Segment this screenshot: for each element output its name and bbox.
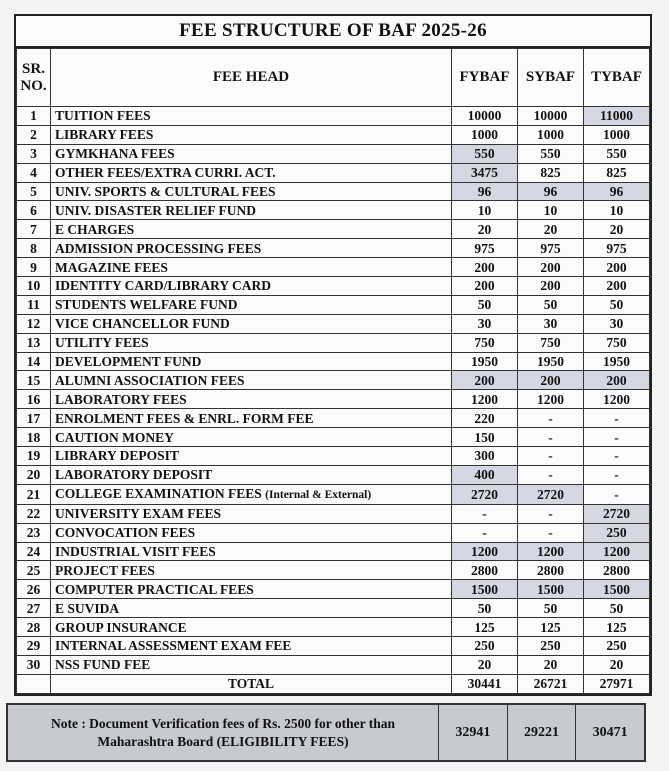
row-tybaf: - — [584, 447, 650, 466]
row-fee-head — [51, 655, 452, 674]
row-sr-no: 13 — [17, 333, 51, 352]
row-fee-head — [51, 239, 452, 258]
table-row — [17, 447, 650, 466]
row-sybaf: - — [518, 523, 584, 542]
row-sybaf: 200 — [518, 371, 584, 390]
row-fee-head — [51, 144, 452, 163]
row-fee-head — [51, 258, 452, 277]
total-sybaf: 26721 — [518, 674, 584, 693]
row-sr-no: 5 — [17, 182, 51, 201]
row-fee-head-label: NSS FUND FEE — [55, 657, 151, 673]
total-row — [17, 674, 650, 693]
row-sybaf: 50 — [518, 599, 584, 618]
page-title: FEE STRUCTURE OF BAF 2025-26 — [16, 16, 650, 48]
table-row — [17, 390, 650, 409]
row-fee-head-label: UTILITY FEES — [55, 335, 149, 351]
note-line1: Note : Document Verification fees of Rs. 2500 for other than — [50, 715, 396, 731]
row-fee-head-label: IDENTITY CARD/LIBRARY CARD — [55, 278, 272, 294]
row-fee-head-label: COMPUTER PRACTICAL FEES — [55, 581, 254, 597]
header-sr-line1: SR. — [22, 60, 45, 77]
row-fee-head-label: UNIV. SPORTS & CULTURAL FEES — [55, 184, 276, 199]
row-tybaf: 20 — [584, 655, 650, 674]
row-fee-head-label: LABORATORY DEPOSIT — [55, 467, 213, 483]
row-sr-no: 29 — [17, 637, 51, 656]
row-sr-no: 18 — [17, 428, 51, 447]
row-tybaf: 11000 — [584, 107, 650, 126]
row-fybaf: 125 — [452, 618, 518, 637]
row-fee-head-label: LABORATORY FEES — [55, 391, 187, 407]
row-fee-head — [51, 277, 452, 296]
table-row — [17, 182, 650, 201]
row-tybaf: 125 — [584, 618, 650, 637]
row-fybaf: - — [452, 504, 518, 523]
row-fee-head-label: GROUP INSURANCE — [55, 619, 187, 635]
row-fee-head — [51, 163, 452, 182]
row-sr-no: 22 — [17, 504, 51, 523]
row-fee-head-label: TUITION FEES — [55, 108, 151, 124]
row-tybaf: 975 — [584, 239, 650, 258]
table-row — [17, 504, 650, 523]
row-fybaf: 250 — [452, 637, 518, 656]
table-row — [17, 107, 650, 126]
row-fee-head-label: E CHARGES — [55, 221, 135, 237]
row-sybaf: 1200 — [518, 390, 584, 409]
total-label: TOTAL — [51, 674, 452, 693]
row-sr-no: 12 — [17, 314, 51, 333]
row-sybaf: 50 — [518, 295, 584, 314]
header-fee-head: FEE HEAD — [51, 49, 452, 107]
row-fee-head — [51, 542, 452, 561]
row-tybaf: 96 — [584, 182, 650, 201]
row-fee-head — [51, 333, 452, 352]
table-row — [17, 371, 650, 390]
table-row — [17, 409, 650, 428]
row-fee-head — [51, 314, 452, 333]
row-sybaf: - — [518, 447, 584, 466]
row-fee-head — [51, 504, 452, 523]
row-tybaf: 2800 — [584, 561, 650, 580]
row-fee-head-label: MAGAZINE FEES — [55, 259, 168, 275]
row-sr-no: 10 — [17, 277, 51, 296]
row-sybaf: - — [518, 409, 584, 428]
table-row — [17, 484, 650, 504]
row-sr-no: 26 — [17, 580, 51, 599]
row-fybaf: 50 — [452, 295, 518, 314]
row-tybaf: 250 — [584, 637, 650, 656]
row-fee-head — [51, 599, 452, 618]
total-fybaf: 30441 — [452, 674, 518, 693]
row-fee-head — [51, 484, 452, 504]
note-text — [8, 705, 439, 760]
row-fybaf: 10000 — [452, 107, 518, 126]
header-sr-line2: NO. — [20, 77, 47, 94]
row-sybaf: - — [518, 465, 584, 484]
row-fee-head — [51, 618, 452, 637]
row-fee-head — [51, 523, 452, 542]
row-fee-head — [51, 125, 452, 144]
row-sr-no: 2 — [17, 125, 51, 144]
row-fybaf: 200 — [452, 371, 518, 390]
row-sybaf: - — [518, 504, 584, 523]
row-sybaf: 1500 — [518, 580, 584, 599]
row-sybaf: - — [518, 428, 584, 447]
row-fee-head — [51, 409, 452, 428]
row-sr-no: 4 — [17, 163, 51, 182]
row-sybaf: 2800 — [518, 561, 584, 580]
row-sybaf: 20 — [518, 655, 584, 674]
row-fybaf: 400 — [452, 465, 518, 484]
table-row — [17, 201, 650, 220]
row-fee-head-label: ALUMNI ASSOCIATION FEES — [55, 372, 245, 388]
row-sybaf: 750 — [518, 333, 584, 352]
table-row — [17, 465, 650, 484]
header-sr-no — [17, 49, 51, 107]
row-fee-head-label: OTHER FEES/EXTRA CURRI. ACT. — [55, 165, 276, 181]
row-fee-head-label: LIBRARY FEES — [55, 127, 154, 143]
table-row — [17, 561, 650, 580]
table-row — [17, 523, 650, 542]
row-sr-no: 11 — [17, 295, 51, 314]
row-fybaf: 1500 — [452, 580, 518, 599]
fee-structure-sheet — [14, 14, 652, 696]
row-fybaf: 300 — [452, 447, 518, 466]
row-tybaf: 50 — [584, 295, 650, 314]
row-fybaf: 750 — [452, 333, 518, 352]
row-fee-head — [51, 182, 452, 201]
row-fee-head-label: ADMISSION PROCESSING FEES — [55, 240, 262, 256]
row-sybaf: 200 — [518, 277, 584, 296]
row-sr-no: 7 — [17, 220, 51, 239]
row-fybaf: 550 — [452, 144, 518, 163]
table-row — [17, 220, 650, 239]
row-fee-head — [51, 295, 452, 314]
row-sr-no: 30 — [17, 655, 51, 674]
row-sybaf: 2720 — [518, 484, 584, 504]
row-tybaf: 825 — [584, 163, 650, 182]
row-sybaf: 20 — [518, 220, 584, 239]
total-tybaf: 27971 — [584, 674, 650, 693]
row-tybaf: 30 — [584, 314, 650, 333]
row-tybaf: - — [584, 484, 650, 504]
row-tybaf: - — [584, 428, 650, 447]
row-sr-no: 27 — [17, 599, 51, 618]
row-sr-no: 20 — [17, 465, 51, 484]
row-sr-no: 17 — [17, 409, 51, 428]
row-fee-head-label: E SUVIDA — [55, 600, 120, 616]
row-fee-head-label: UNIVERSITY EXAM FEES — [55, 506, 222, 522]
row-fee-head — [51, 561, 452, 580]
table-row — [17, 163, 650, 182]
row-fybaf: 2720 — [452, 484, 518, 504]
row-fybaf: 1200 — [452, 390, 518, 409]
row-fybaf: 1950 — [452, 352, 518, 371]
row-fee-head — [51, 352, 452, 371]
note-line2: Maharashtra Board (ELIGIBILITY FEES) — [97, 733, 349, 749]
row-fee-head-label: INTERNAL ASSESSMENT EXAM FEE — [55, 638, 292, 654]
row-sybaf: 30 — [518, 314, 584, 333]
table-row — [17, 144, 650, 163]
row-fee-head — [51, 465, 452, 484]
row-fee-head-label: STUDENTS WELFARE FUND — [55, 297, 238, 313]
fee-table — [16, 48, 650, 694]
row-fybaf: 3475 — [452, 163, 518, 182]
table-row — [17, 655, 650, 674]
row-fee-head-label: CONVOCATION FEES — [55, 525, 196, 541]
row-tybaf: 550 — [584, 144, 650, 163]
table-row — [17, 239, 650, 258]
row-tybaf: - — [584, 409, 650, 428]
row-fee-head — [51, 220, 452, 239]
row-fee-head-label: PROJECT FEES — [55, 562, 155, 578]
row-fee-head — [51, 371, 452, 390]
row-fee-head — [51, 390, 452, 409]
row-sybaf: 10000 — [518, 107, 584, 126]
row-fybaf: 200 — [452, 277, 518, 296]
row-fee-head — [51, 447, 452, 466]
total-sr-cell — [17, 674, 51, 693]
table-row — [17, 295, 650, 314]
table-row — [17, 580, 650, 599]
table-row — [17, 637, 650, 656]
note-tybaf: 30471 — [592, 724, 628, 740]
row-sr-no: 9 — [17, 258, 51, 277]
row-sybaf: 125 — [518, 618, 584, 637]
row-sybaf: 825 — [518, 163, 584, 182]
row-fybaf: 150 — [452, 428, 518, 447]
row-tybaf: 50 — [584, 599, 650, 618]
row-sr-no: 19 — [17, 447, 51, 466]
table-row — [17, 428, 650, 447]
note-fybaf: 32941 — [439, 705, 508, 760]
row-tybaf: 1200 — [584, 390, 650, 409]
row-sr-no: 23 — [17, 523, 51, 542]
row-fybaf: 96 — [452, 182, 518, 201]
row-sybaf: 250 — [518, 637, 584, 656]
row-tybaf: 200 — [584, 258, 650, 277]
row-fee-head — [51, 107, 452, 126]
row-fybaf: 50 — [452, 599, 518, 618]
table-row — [17, 352, 650, 371]
row-fee-head — [51, 580, 452, 599]
row-fybaf: 200 — [452, 258, 518, 277]
row-tybaf: 20 — [584, 220, 650, 239]
row-fee-head-label: ENROLMENT FEES & ENRL. FORM FEE — [55, 410, 314, 426]
row-tybaf: 1500 — [584, 580, 650, 599]
row-fee-head-label: LIBRARY DEPOSIT — [55, 448, 179, 464]
note-sybaf: 29221 — [508, 705, 577, 760]
row-sr-no: 16 — [17, 390, 51, 409]
row-sybaf: 975 — [518, 239, 584, 258]
row-sybaf: 10 — [518, 201, 584, 220]
row-fee-head-label: COLLEGE EXAMINATION FEES — [55, 485, 262, 501]
row-fybaf: 20 — [452, 220, 518, 239]
row-fee-head — [51, 428, 452, 447]
table-row — [17, 277, 650, 296]
row-sr-no: 1 — [17, 107, 51, 126]
row-fybaf: 2800 — [452, 561, 518, 580]
row-tybaf: 250 — [584, 523, 650, 542]
row-fee-head — [51, 201, 452, 220]
row-tybaf: - — [584, 465, 650, 484]
fee-table-body — [17, 107, 650, 675]
row-sybaf: 550 — [518, 144, 584, 163]
row-fybaf: 20 — [452, 655, 518, 674]
row-fybaf: 30 — [452, 314, 518, 333]
row-fee-head-label: VICE CHANCELLOR FUND — [55, 316, 230, 332]
row-tybaf: 200 — [584, 277, 650, 296]
row-fee-head — [51, 637, 452, 656]
row-fee-head-label: GYMKHANA FEES — [55, 146, 175, 162]
header-sybaf: SYBAF — [518, 49, 584, 107]
table-row — [17, 618, 650, 637]
row-fee-head-note: (Internal & External) — [265, 488, 372, 501]
row-tybaf: 200 — [584, 371, 650, 390]
row-tybaf: 750 — [584, 333, 650, 352]
row-fybaf: 220 — [452, 409, 518, 428]
row-sybaf: 1000 — [518, 125, 584, 144]
row-sybaf: 200 — [518, 258, 584, 277]
table-row — [17, 125, 650, 144]
row-sr-no: 6 — [17, 201, 51, 220]
table-header-row — [17, 49, 650, 107]
row-tybaf: 10 — [584, 201, 650, 220]
table-row — [17, 258, 650, 277]
row-fybaf: 10 — [452, 201, 518, 220]
row-fybaf: - — [452, 523, 518, 542]
header-fybaf: FYBAF — [452, 49, 518, 107]
row-sr-no: 21 — [17, 484, 51, 504]
row-sybaf: 1200 — [518, 542, 584, 561]
row-fee-head-label: CAUTION MONEY — [55, 429, 174, 445]
row-sr-no: 25 — [17, 561, 51, 580]
row-tybaf: 1950 — [584, 352, 650, 371]
table-row — [17, 542, 650, 561]
row-fybaf: 1200 — [452, 542, 518, 561]
row-sr-no: 28 — [17, 618, 51, 637]
row-tybaf: 1000 — [584, 125, 650, 144]
table-row — [17, 314, 650, 333]
row-sr-no: 14 — [17, 352, 51, 371]
eligibility-note — [6, 703, 646, 762]
row-sr-no: 15 — [17, 371, 51, 390]
table-row — [17, 333, 650, 352]
row-tybaf: 2720 — [584, 504, 650, 523]
row-sybaf: 96 — [518, 182, 584, 201]
row-sr-no: 3 — [17, 144, 51, 163]
row-fee-head-label: INDUSTRIAL VISIT FEES — [55, 544, 216, 560]
row-fybaf: 975 — [452, 239, 518, 258]
row-sr-no: 8 — [17, 239, 51, 258]
header-tybaf: TYBAF — [584, 49, 650, 107]
row-sybaf: 1950 — [518, 352, 584, 371]
row-fee-head-label: DEVELOPMENT FUND — [55, 354, 202, 370]
table-row — [17, 599, 650, 618]
row-fybaf: 1000 — [452, 125, 518, 144]
row-sr-no: 24 — [17, 542, 51, 561]
row-fee-head-label: UNIV. DISASTER RELIEF FUND — [55, 202, 257, 218]
row-tybaf: 1200 — [584, 542, 650, 561]
